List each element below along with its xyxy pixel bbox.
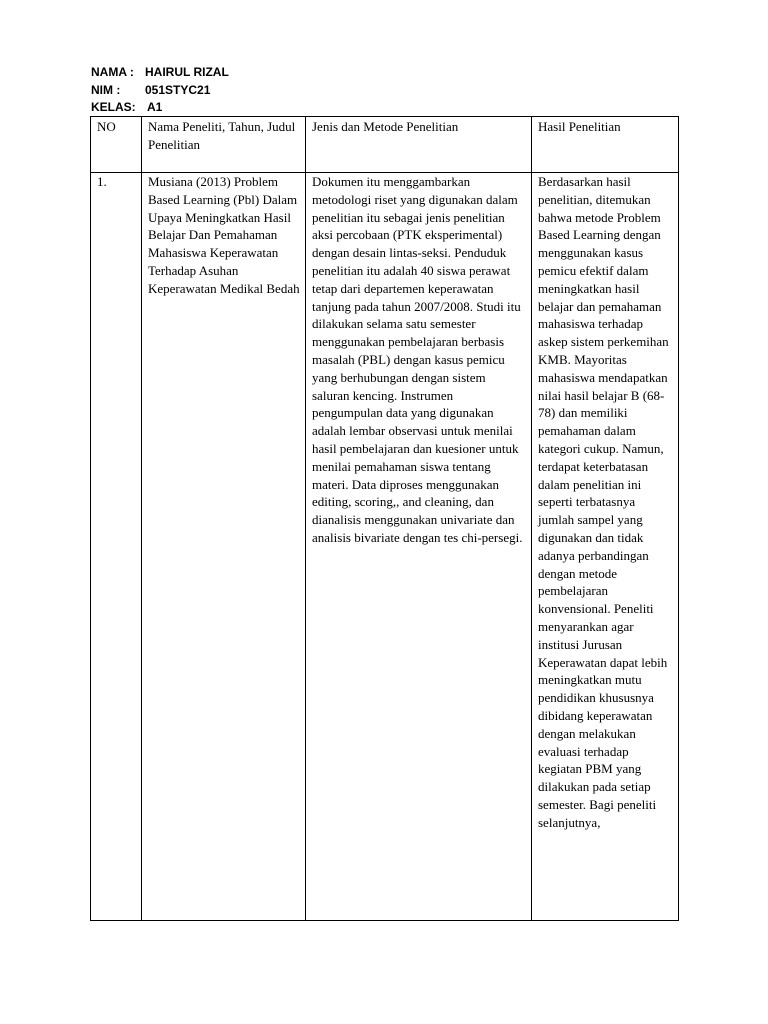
nama-value: HAIRUL RIZAL [145, 65, 229, 79]
table-header-row [91, 117, 679, 173]
nama-row [91, 64, 229, 82]
kelas-value: A1 [147, 100, 163, 114]
kelas-label: KELAS: [91, 100, 136, 114]
nim-value: 051STYC21 [145, 82, 211, 97]
cell-hasil: Berdasarkan hasil penelitian, ditemukan bahwa metode Problem Based Learning dengan menggunakan kasus pemicu efektif dalam meningkatkan hasil belajar dan pemahaman mahasiswa terhadap askep sistem perkemihan KMB. Mayoritas mahasiswa mendapatkan nilai hasil belajar B (68-78) dan memiliki pemahaman dalam kategori cukup. Namun, terdapat keterbatasan dalam penelitian ini seperti terbatasnya jumlah sampel yang digunakan dan tidak adanya perbandingan dengan metode pembelajaran konvensional. Peneliti menyarankan agar institusi Jurusan Keperawatan dapat lebih meningkatkan mutu pendidikan khususnya dibidang keperawatan dengan melakukan evaluasi terhadap kegiatan PBM yang dilakukan pada setiap semester. Bagi peneliti selanjutnya, [532, 173, 679, 921]
row-number: 1. [91, 173, 142, 921]
kelas-row [91, 99, 229, 117]
column-header-jenis: Jenis dan Metode Penelitian [306, 117, 532, 173]
cell-jenis: Dokumen itu menggambarkan metodologi riset yang digunakan dalam penelitian itu sebagai jenis penelitian aksi percobaan (PTK eksperimental) dengan desain lintas-seksi. Penduduk penelitian itu adalah 40 siswa perawat tetap dari departemen keperawatan tanjung pada tahun 2007/2008. Studi itu dilakukan selama satu semester menggunakan pembelajaran berbasis masalah (PBL) dengan kasus pemicu yang berhubungan dengan sistem saluran kencing. Instrumen pengumpulan data yang digunakan adalah lembar observasi untuk menilai hasil pembelajaran dan kuesioner untuk menilai pemahaman siswa tentang materi. Data diproses menggunakan editing, scoring,, and cleaning, dan dianalisis menggunakan univariate dan analisis bivariate dengan tes chi-persegi. [306, 173, 532, 921]
student-info [91, 64, 229, 117]
table-row [91, 173, 679, 921]
nim-label: NIM : [91, 82, 121, 97]
research-table [90, 116, 679, 921]
column-header-nama: Nama Peneliti, Tahun, Judul Penelitian [142, 117, 306, 173]
cell-nama: Musiana (2013) Problem Based Learning (Pbl) Dalam Upaya Meningkatkan Hasil Belajar Dan Pemahaman Mahasiswa Keperawatan Terhadap Asuhan Keperawatan Medikal Bedah [142, 173, 306, 921]
nama-label: NAMA : [91, 65, 134, 79]
nim-row [91, 82, 229, 100]
column-header-hasil: Hasil Penelitian [532, 117, 679, 173]
column-header-no: NO [91, 117, 142, 173]
